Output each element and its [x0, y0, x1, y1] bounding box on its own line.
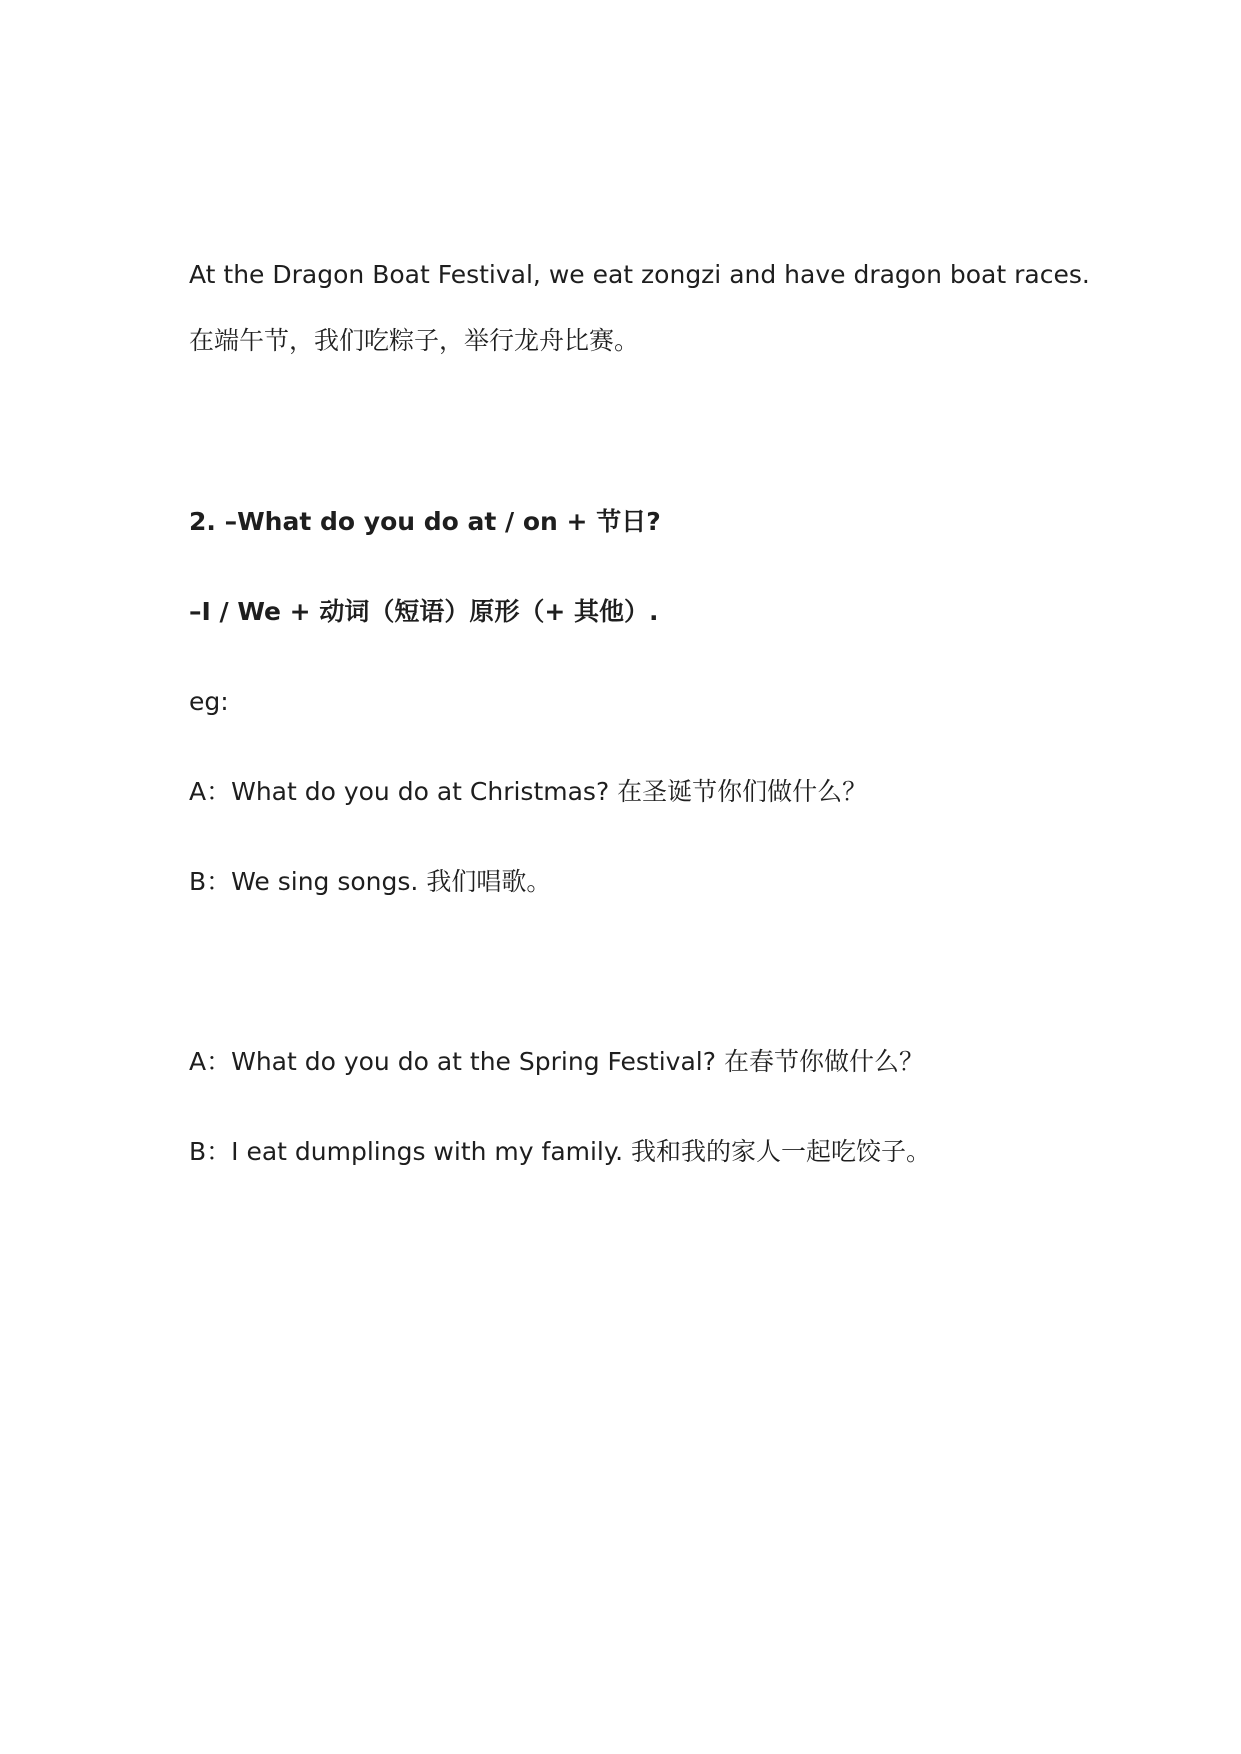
dialogue-1-answer: B：We sing songs. 我们唱歌。	[189, 867, 552, 896]
pattern-question: 2. –What do you do at / on + 节日?	[189, 507, 661, 536]
dialogue-1-question: A：What do you do at Christmas? 在圣诞节你们做什么？	[189, 777, 868, 806]
dialogue-2-question: A：What do you do at the Spring Festival? 在春节你做什么？	[189, 1047, 924, 1076]
example-sentence-chinese: 在端午节，我们吃粽子，举行龙舟比赛。	[189, 326, 640, 355]
dialogue-2-answer: B：I eat dumplings with my family. 我和我的家人一起吃饺子。	[189, 1137, 932, 1166]
pattern-answer: –I / We + 动词（短语）原形（+ 其他）.	[189, 597, 659, 626]
example-sentence-english: At the Dragon Boat Festival, we eat zongzi and have dragon boat races.	[189, 260, 1090, 289]
eg-label: eg:	[189, 687, 229, 716]
